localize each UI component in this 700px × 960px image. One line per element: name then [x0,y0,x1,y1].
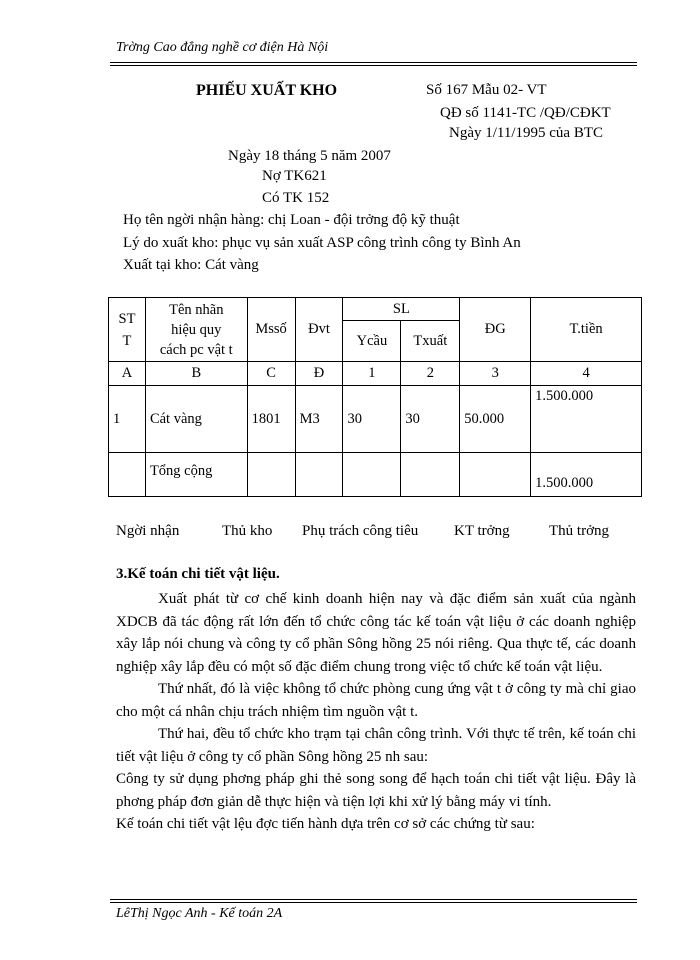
letter-4: 4 [531,362,642,386]
page-footer: LêThị Ngọc Anh - Kế toán 2A [116,906,283,921]
slip-ref-line3: Ngày 1/11/1995 của BTC [449,125,604,141]
letter-1: 1 [343,362,401,386]
slip-ref-line1: Số 167 Mẫu 02- VT [426,82,547,98]
header-sl: SL [343,298,460,321]
row-code: 1801 [247,386,295,453]
paragraph-3: Thứ hai, đều tổ chức kho trạm tại chân công trình. Với thực tế trên, kế toán chi tiết vật liệu ở công ty cổ phần Sông hồng 25 nh sau: [116,726,636,765]
footer-rule [110,899,637,900]
slip-title: PHIẾU XUẤT KHO [196,82,338,99]
slip-reason: Lý do xuất kho: phục vụ sản xuất ASP công trình công ty Bình An [123,235,521,251]
paragraph-2: Thứ nhất, đó là việc không tổ chức phòng cung ứng vật t ở công ty mà chỉ giao cho một cá nhân chịu trách nhiệm tìm nguồn vật t. [116,681,636,720]
letter-a: A [109,362,146,386]
paragraph-5: Kế toán chi tiết vật lệu đợc tiến hành dựa trên cơ sở các chứng từ sau: [116,816,535,832]
header-req: Ycầu [343,321,401,362]
letter-2: 2 [401,362,460,386]
paragraph-4: Công ty sử dụng phơng pháp ghi thẻ song song để hạch toán chi tiết vật liệu. Đây là phơng pháp đơn giản dễ thực hiện và tiện lợi khi xử lý bằng máy vi tính. [116,771,636,810]
signature-director: Thủ trởng [549,523,610,539]
row-stt: 1 [109,386,146,453]
slip-debit: Nợ TK621 [262,168,327,184]
header-name: Tên nhãn hiệu quy cách pc vật t [145,298,247,362]
slip-warehouse: Xuất tại kho: Cát vàng [123,257,259,273]
row-total: 1.500.000 [531,386,642,453]
header-issued: Txuất [401,321,460,362]
slip-ref-line2: QĐ số 1141-TC /QĐ/CĐKT [440,105,611,121]
issue-table [108,297,642,497]
row-name: Cát vàng [145,386,247,453]
letter-d: Đ [295,362,343,386]
paragraph-1: Xuất phát từ cơ chế kinh doanh hiện nay và đặc điểm sản xuất của ngành XDCB đã tác động rất lớn đến tổ chức công tác kế toán vật liệu ở các doanh nghiệp xây lắp nói chung và công ty cổ phần Sông hồng 25 nói riêng. Qua thực tế, các doanh nghiệp xây lắp đều có một số đặc điểm chung trong việc tổ chức kế toán vật liệu. [116,591,636,675]
signature-storekeeper: Thủ kho [222,523,273,539]
section-heading: 3.Kế toán chi tiết vật liệu. [116,566,280,582]
total-amount: 1.500.000 [531,453,642,497]
row-unit: M3 [295,386,343,453]
letter-3: 3 [460,362,531,386]
signature-chief-accountant: KT trởng [454,523,510,539]
letter-b: B [145,362,247,386]
header-unit: Đvt [295,298,343,362]
signature-receiver: Ngời nhận [116,523,180,539]
header-price: ĐG [460,298,531,362]
header-code: Mssố [247,298,295,362]
header-stt: ST T [109,298,146,362]
header-rule [110,62,637,63]
letter-c: C [247,362,295,386]
signature-supply-manager: Phụ trách công tiêu [302,523,419,539]
header-rule-double [110,65,637,66]
slip-date: Ngày 18 tháng 5 năm 2007 [228,148,391,164]
total-label: Tổng cộng [145,453,247,497]
row-price: 50.000 [460,386,531,453]
row-issued: 30 [401,386,460,453]
row-req: 30 [343,386,401,453]
section-body [116,588,636,836]
page-header: Trờng Cao đẳng nghề cơ điện Hà Nội [116,40,329,55]
slip-receiver: Họ tên ngời nhận hàng: chị Loan - đội trởng độ kỹ thuật [123,212,460,228]
header-total: T.tiền [531,298,642,362]
slip-credit: Có TK 152 [262,190,330,206]
footer-rule-double [110,902,637,903]
